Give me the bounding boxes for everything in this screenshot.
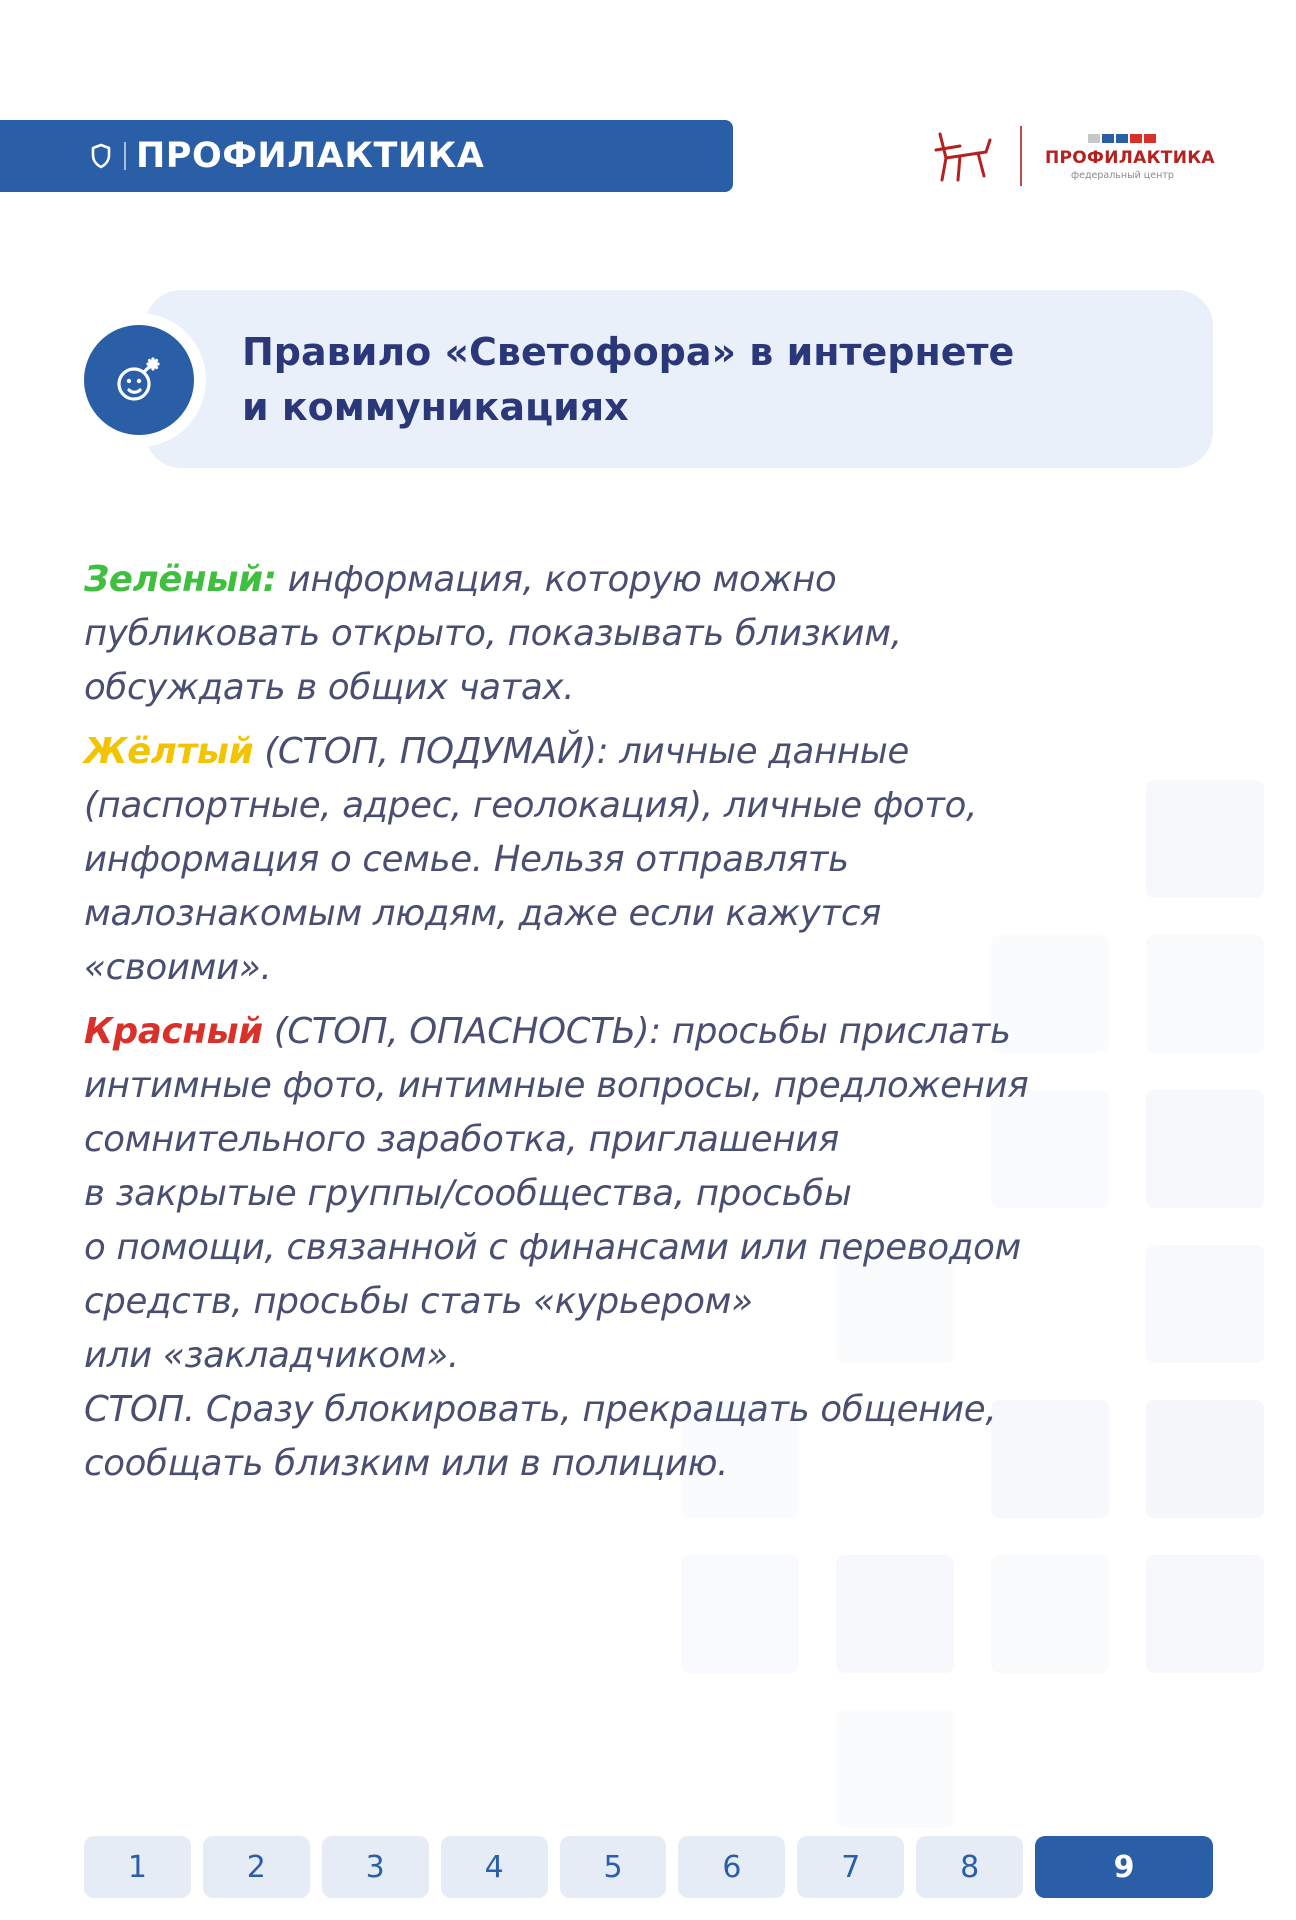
page-button-7[interactable]: 7 (797, 1836, 904, 1898)
text-line: о помощи, связанной с финансами или переводом (84, 1227, 1021, 1268)
page-title (242, 325, 1142, 435)
text-line: «своими». (84, 947, 272, 988)
page-button-4[interactable]: 4 (441, 1836, 548, 1898)
text-line: интимные фото, интимные вопросы, предложения (84, 1065, 1029, 1106)
page-button-current[interactable]: 9 (1035, 1836, 1213, 1898)
logo-subtitle: федеральный центр (1071, 170, 1174, 181)
smiley-bomb-icon (84, 325, 194, 435)
text-line: сомнительного заработка, приглашения (84, 1119, 840, 1160)
text-line: СТОП. Сразу блокировать, прекращать общение, (84, 1389, 997, 1430)
logo-name: ПРОФИЛАКТИКА (1045, 148, 1215, 168)
logo-bar (1144, 134, 1156, 143)
red-keyword: Красный (84, 1011, 263, 1052)
organization-logo (930, 122, 1230, 188)
text-line: информация о семье. Нельзя отправлять (84, 839, 849, 880)
pagination (84, 1836, 1213, 1898)
logo-bar (1130, 134, 1142, 143)
header-band (0, 120, 733, 192)
text-line (84, 1005, 1234, 1059)
shield-icon (90, 143, 112, 169)
text-line: обсуждать в общих чатах. (84, 667, 575, 708)
green-keyword: Зелёный: (84, 559, 277, 600)
chair-icon (930, 130, 992, 184)
logo-bars (1088, 134, 1156, 143)
text-line: малознакомым людям, даже если кажутся (84, 893, 882, 934)
text-line: (паспортные, адрес, геолокация), личные фото, (84, 785, 978, 826)
text-line: в закрытые группы/сообщества, просьбы (84, 1173, 852, 1214)
page-button-8[interactable]: 8 (916, 1836, 1023, 1898)
green-rule-paragraph (84, 553, 1234, 715)
logo-divider (1020, 126, 1022, 186)
page-title-line: Правило «Светофора» в интернете (242, 330, 1015, 374)
page-button-5[interactable]: 5 (560, 1836, 667, 1898)
text-line (84, 725, 1234, 779)
logo-bar (1088, 134, 1100, 143)
red-rule-paragraph (84, 1005, 1234, 1491)
header-separator (124, 142, 126, 170)
text-line (84, 553, 1234, 607)
header-title: ПРОФИЛАКТИКА (136, 136, 485, 176)
traffic-light-rules (84, 553, 1234, 1501)
page-title-line: и коммуникациях (242, 385, 629, 429)
yellow-keyword: Жёлтый (84, 731, 254, 772)
text-line: средств, просьбы стать «курьером» (84, 1281, 753, 1322)
text-line: или «закладчиком». (84, 1335, 459, 1376)
text-segment: (СТОП, ОПАСНОСТЬ): просьбы прислать (262, 1011, 1011, 1052)
logo-bar (1116, 134, 1128, 143)
logo-bar (1102, 134, 1114, 143)
page-button-2[interactable]: 2 (203, 1836, 310, 1898)
page-button-6[interactable]: 6 (678, 1836, 785, 1898)
yellow-rule-paragraph (84, 725, 1234, 995)
page-button-1[interactable]: 1 (84, 1836, 191, 1898)
text-segment: (СТОП, ПОДУМАЙ): личные данные (253, 731, 910, 772)
text-segment: информация, которую можно (276, 559, 837, 600)
page-button-3[interactable]: 3 (322, 1836, 429, 1898)
text-line: сообщать близким или в полицию. (84, 1443, 729, 1484)
text-line: публиковать открыто, показывать близким, (84, 613, 902, 654)
